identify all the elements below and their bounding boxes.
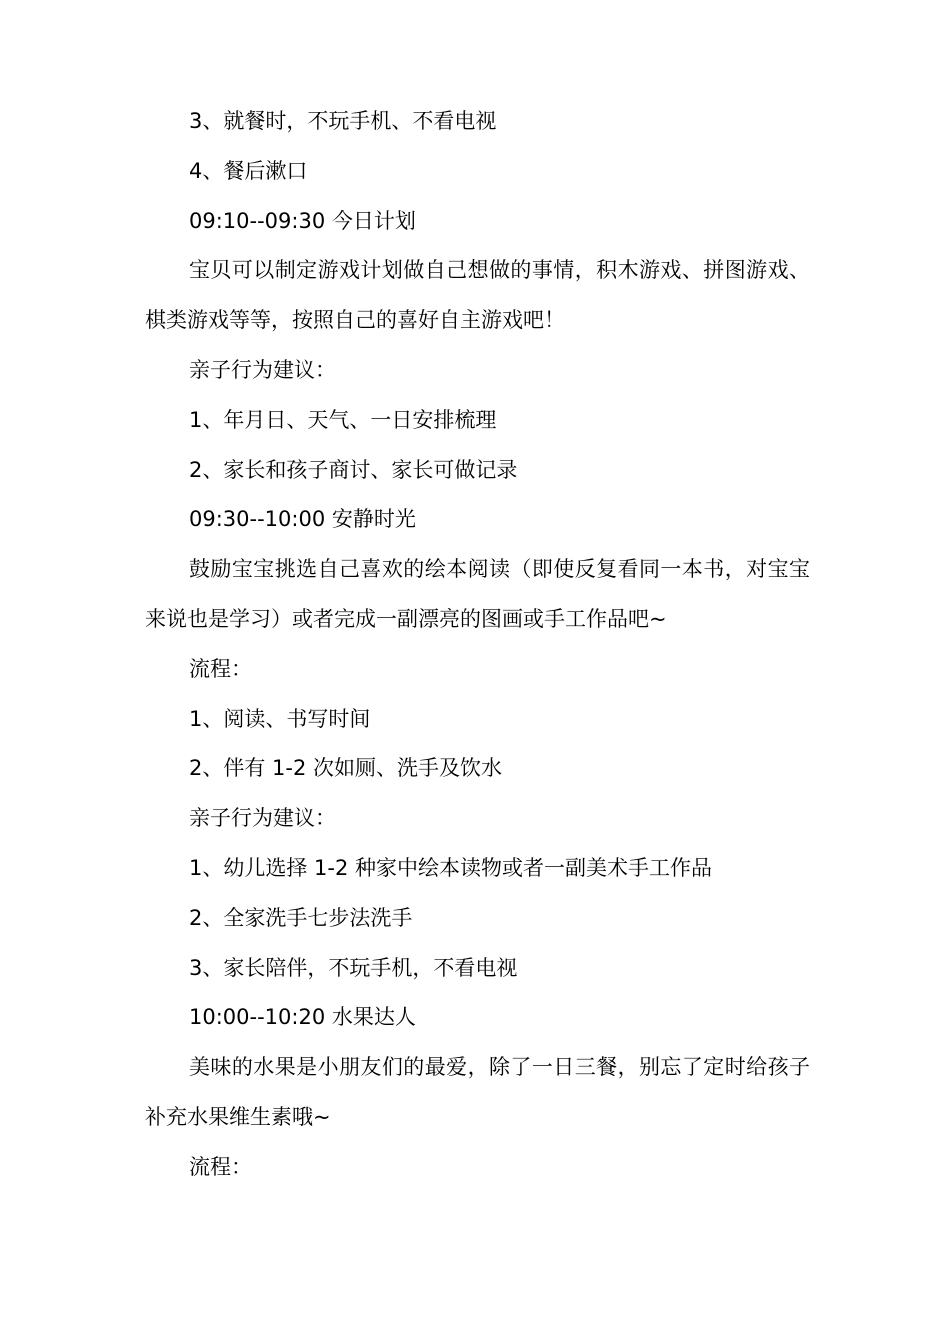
paragraph-game-plan: 宝贝可以制定游戏计划做自己想做的事情，积木游戏、拼图游戏、棋类游戏等等，按照自己的喜好自主游戏吧！	[145, 258, 810, 333]
schedule-heading-today-plan: 09:10--09:30 今日计划	[189, 208, 416, 233]
schedule-heading-quiet-time: 09:30--10:00 安静时光	[189, 507, 416, 532]
list-item-seven-step-handwash: 2、全家洗手七步法洗手	[189, 905, 413, 930]
section-label-process: 流程：	[189, 1154, 252, 1179]
list-item-date-weather: 1、年月日、天气、一日安排梳理	[189, 407, 497, 432]
list-item-discuss-record: 2、家长和孩子商讨、家长可做记录	[189, 457, 518, 482]
document-body	[145, 97, 810, 1193]
list-item-rinse-mouth: 4、餐后漱口	[189, 158, 308, 183]
section-label-parent-advice: 亲子行为建议：	[189, 357, 336, 382]
section-label-parent-advice: 亲子行为建议：	[189, 806, 336, 831]
list-item-toilet-wash-drink: 2、伴有 1-2 次如厕、洗手及饮水	[189, 756, 503, 781]
section-label-process: 流程：	[189, 656, 252, 681]
paragraph-fruit: 美味的水果是小朋友们的最爱，除了一日三餐，别忘了定时给孩子补充水果维生素哦~	[145, 1055, 810, 1129]
schedule-heading-fruit: 10:00--10:20 水果达人	[189, 1005, 416, 1030]
paragraph-reading: 鼓励宝宝挑选自己喜欢的绘本阅读（即使反复看同一本书，对宝宝来说也是学习）或者完成一副漂亮的图画或手工作品吧~	[145, 557, 810, 631]
list-item-parent-accompany: 3、家长陪伴，不玩手机，不看电视	[189, 955, 518, 980]
list-item-reading-writing: 1、阅读、书写时间	[189, 706, 371, 731]
list-item-choose-books: 1、幼儿选择 1-2 种家中绘本读物或者一副美术手工作品	[189, 855, 713, 880]
list-item-no-phone-tv-at-meal: 3、就餐时，不玩手机、不看电视	[189, 109, 497, 133]
